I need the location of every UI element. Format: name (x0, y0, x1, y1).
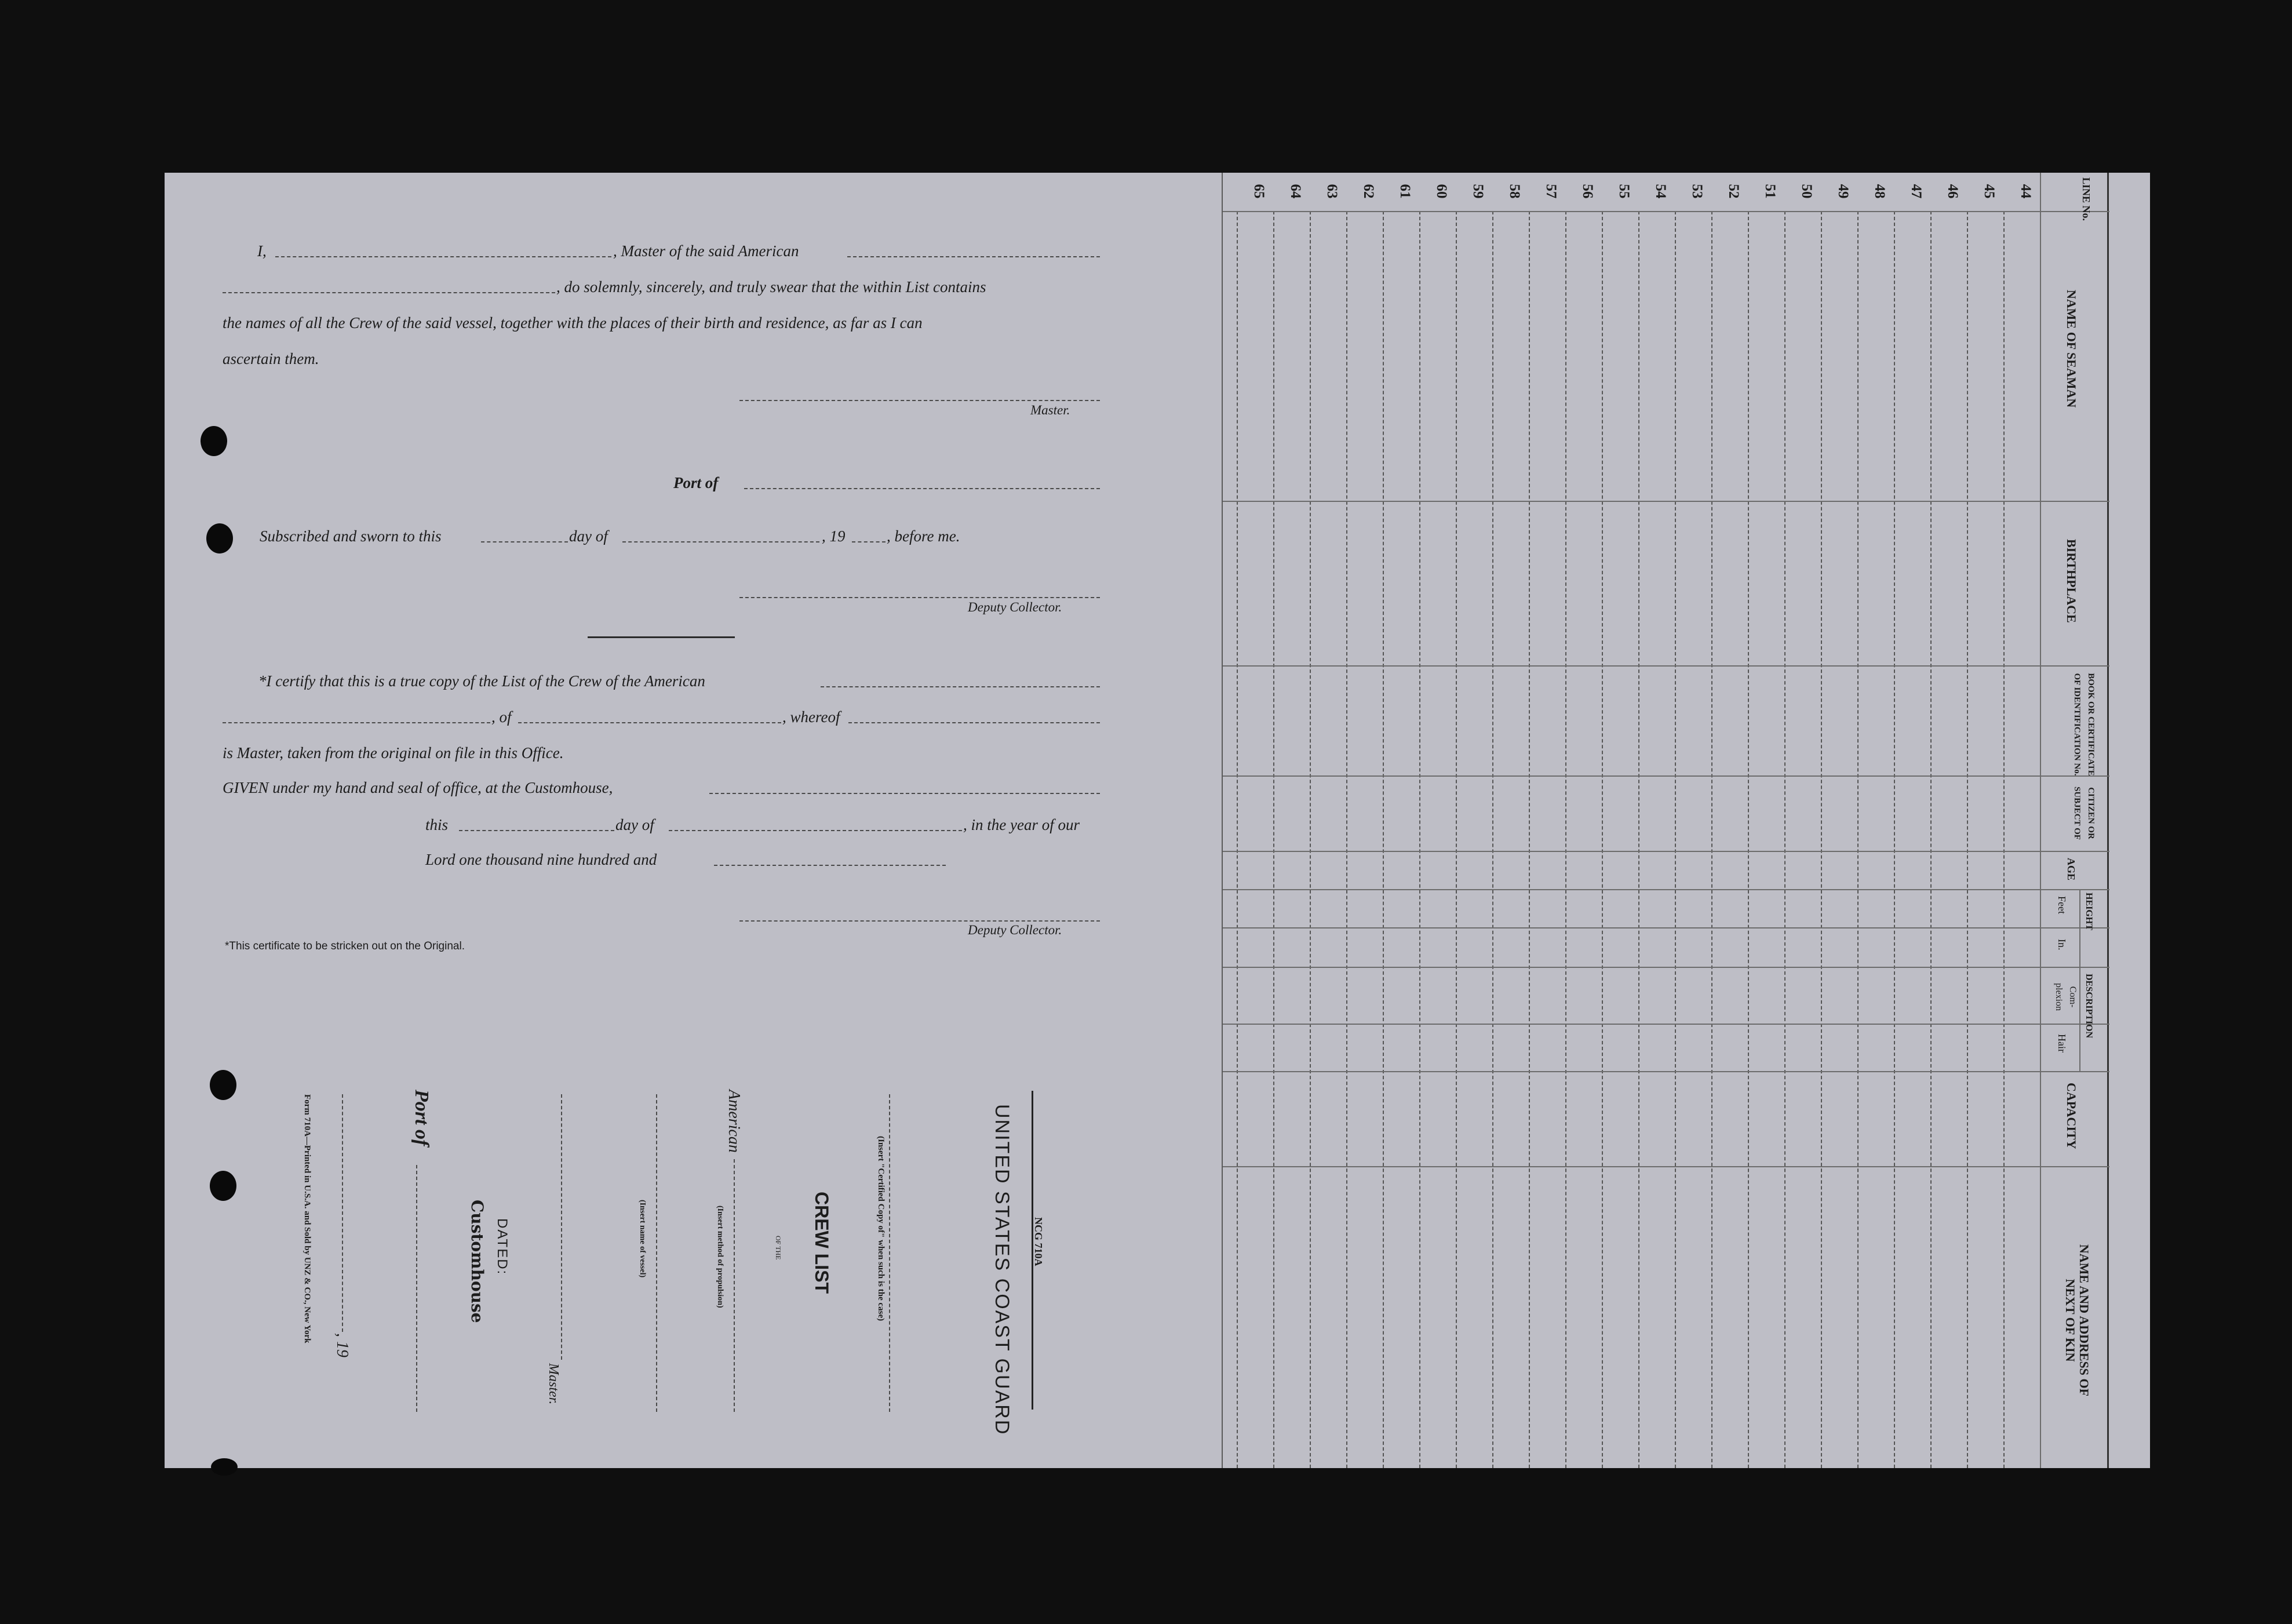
port-of-field[interactable] (744, 488, 1100, 489)
cover-dated: DATED: (494, 1218, 510, 1276)
cover-master-rule (561, 1094, 562, 1360)
header-book-certificate: BOOK OR CERTIFICATE OF IDENTIFICATION No. (2072, 673, 2096, 776)
cover-printer: Form 710A—Printed in U.S.A. and Sold by UNZ & CO., New York (303, 1094, 312, 1343)
cover-vessel-rule (656, 1094, 657, 1412)
header-next-of-kin: NAME AND ADDRESS OF NEXT OF KIN (2063, 1244, 2091, 1397)
cert-deputy-signature-line[interactable] (739, 920, 1100, 922)
crew-row-line-53[interactable] (1676, 212, 1710, 1467)
punch-hole (210, 1070, 236, 1100)
header-line-no: LINE No. (2080, 177, 2092, 221)
description-subrule (2079, 967, 2080, 1071)
section-line-age (1223, 889, 2109, 890)
header-name-of-seaman: NAME OF SEAMAN (2064, 290, 2079, 408)
line-number: 48 (1872, 184, 1887, 199)
cover-american: American (725, 1090, 743, 1153)
sworn-text-b: day of (569, 527, 608, 545)
crew-row-line-59[interactable] (1457, 212, 1491, 1467)
master-signature-line[interactable] (739, 400, 1100, 401)
vessel-name-field-2[interactable] (223, 292, 555, 293)
section-line-inches (1223, 967, 2109, 968)
line-number: 55 (1616, 184, 1632, 199)
section-line-complexion (1223, 1024, 2109, 1025)
header-feet: Feet (2056, 896, 2068, 914)
cover-propulsion-rule (734, 1159, 735, 1412)
punch-hole (206, 523, 233, 554)
cert-line3: is Master, taken from the original on file in this Office. (223, 744, 564, 762)
cert-year-field[interactable] (714, 865, 946, 866)
cover-agency: UNITED STATES COAST GUARD (991, 1104, 1013, 1436)
line-number: 50 (1799, 184, 1814, 199)
crew-row-line-64[interactable] (1274, 212, 1309, 1467)
crew-row-line-62[interactable] (1347, 212, 1382, 1467)
cover-title: CREW LIST (811, 1192, 832, 1294)
line-number: 59 (1470, 184, 1486, 199)
cert-whereof: , whereof (782, 708, 840, 726)
cert-line4: GIVEN under my hand and seal of office, at the Customhouse, (223, 779, 613, 796)
crew-row-line-49[interactable] (1822, 212, 1856, 1467)
crew-row-line-54[interactable] (1639, 212, 1674, 1467)
section-line-capacity (1223, 1166, 2109, 1167)
line-number: 47 (1908, 184, 1924, 199)
header-age: AGE (2065, 858, 2077, 881)
cover-vessel-note: (Insert name of vessel) (638, 1200, 647, 1278)
line-number: 45 (1981, 184, 1997, 199)
crew-row-line-51[interactable] (1749, 212, 1783, 1467)
cover-agency-rule (1032, 1091, 1033, 1410)
header-citizen: CITIZEN OR SUBJECT OF (2072, 786, 2096, 840)
section-line-feet (1223, 927, 2109, 928)
oath-line4: ascertain them. (223, 350, 319, 367)
cover-propulsion-note: (Insert method of propulsion) (716, 1206, 724, 1308)
cover-insert-note: (Insert "Certified Copy of" when such is the case) (876, 1136, 886, 1321)
cert-year-of-our: , in the year of our (963, 816, 1080, 833)
sworn-text-d: , before me. (887, 527, 960, 545)
oath-line3: the names of all the Crew of the said vessel, together with the places of their birth and residence, as far as I can (223, 314, 923, 332)
cert-port-field[interactable] (518, 722, 781, 723)
cert-footnote: *This certificate to be stricken out on the Original. (225, 940, 465, 952)
line-number: 51 (1762, 184, 1778, 199)
line-number: 52 (1726, 184, 1741, 199)
line-number: 44 (2018, 184, 2034, 199)
cert-deputy-label: Deputy Collector. (968, 923, 1062, 937)
line-number: 54 (1653, 184, 1668, 199)
punch-hole (211, 1458, 238, 1476)
cert-lord: Lord one thousand nine hundred and (425, 851, 657, 868)
crew-row-line-55[interactable] (1603, 212, 1637, 1467)
crew-row-line-58[interactable] (1493, 212, 1528, 1467)
section-divider (588, 636, 735, 638)
punch-hole (210, 1171, 236, 1201)
cover-master: Master. (546, 1363, 561, 1405)
sworn-day-field[interactable] (481, 541, 568, 542)
cert-this: this (425, 816, 449, 833)
vessel-name-field[interactable] (847, 256, 1100, 257)
cert-month-field[interactable] (669, 830, 962, 831)
cert-day-field[interactable] (459, 830, 614, 831)
cert-of: , of (491, 708, 512, 726)
crew-row-line-65[interactable] (1238, 212, 1272, 1467)
line-number: 49 (1835, 184, 1851, 199)
crew-row-line-48[interactable] (1859, 212, 1893, 1467)
line-number: 61 (1397, 184, 1413, 199)
header-column-rule (2040, 173, 2041, 1468)
cover-date-rule (342, 1094, 343, 1332)
master-signature-label: Master. (1030, 403, 1070, 417)
cert-day-of: day of (615, 816, 654, 833)
section-line-birthplace (1223, 665, 2109, 667)
cover-form-number: NCG 710A (1033, 1217, 1044, 1266)
header-complexion: Com-plexion (2054, 983, 2078, 1011)
cert-vessel-field[interactable] (821, 686, 1100, 687)
sworn-text-a: Subscribed and sworn to this (260, 527, 442, 545)
line-number: 58 (1507, 184, 1522, 199)
deputy-signature-label: Deputy Collector. (968, 600, 1062, 614)
header-hair: Hair (2056, 1034, 2068, 1053)
master-name-field[interactable] (275, 256, 611, 257)
section-line-name (1223, 501, 2109, 502)
line-number: 53 (1689, 184, 1705, 199)
cert-customhouse-field[interactable] (709, 793, 1100, 794)
punch-hole (201, 426, 227, 456)
cover-port-of: Port of (411, 1090, 432, 1146)
section-line-book (1223, 775, 2109, 777)
crew-row-line-61[interactable] (1384, 212, 1418, 1467)
cert-master-field[interactable] (848, 722, 1100, 723)
oath-line1-mid: , Master of the said American (613, 242, 799, 260)
table-left-edge (1222, 173, 1223, 1468)
height-subrule (2079, 889, 2080, 967)
port-of-label: Port of (673, 474, 719, 491)
crew-row-line-50[interactable] (1785, 212, 1820, 1467)
oath-line1-start: I, (257, 242, 267, 260)
crew-row-line-57[interactable] (1530, 212, 1564, 1467)
line-number: 63 (1324, 184, 1340, 199)
line-number: 57 (1543, 184, 1559, 199)
oath-line2: , do solemnly, sincerely, and truly swear that the within List contains (556, 278, 986, 296)
header-height: HEIGHT (2084, 893, 2094, 930)
crew-row-line-46[interactable] (1932, 212, 1966, 1467)
sworn-month-field[interactable] (622, 541, 819, 542)
section-line-hair (1223, 1071, 2109, 1072)
header-capacity: CAPACITY (2064, 1083, 2079, 1149)
sworn-year-field[interactable] (852, 541, 886, 542)
crew-row-line-63[interactable] (1311, 212, 1345, 1467)
crew-row-line-52[interactable] (1712, 212, 1747, 1467)
line-number: 64 (1288, 184, 1303, 199)
crew-row-line-44[interactable] (2005, 212, 2039, 1467)
crew-row-line-47[interactable] (1895, 212, 1929, 1467)
line-number: 56 (1580, 184, 1595, 199)
line-number: 65 (1251, 184, 1267, 199)
header-divider (1223, 211, 2109, 212)
cover-port-rule (416, 1165, 417, 1412)
line-number: 62 (1361, 184, 1376, 199)
cover-customhouse: Customhouse (468, 1200, 487, 1323)
header-description: DESCRIPTION (2084, 974, 2094, 1039)
cover-of-the: OF THE (774, 1236, 782, 1260)
crew-row-line-45[interactable] (1968, 212, 2002, 1467)
line-number: 46 (1945, 184, 1961, 199)
line-number: 60 (1434, 184, 1449, 199)
cover-insert-rule (889, 1094, 890, 1412)
deputy-signature-line[interactable] (739, 597, 1100, 598)
crew-row-line-56[interactable] (1566, 212, 1601, 1467)
table-right-edge (2107, 173, 2109, 1468)
header-inches: In. (2056, 939, 2068, 951)
header-birthplace: BIRTHPLACE (2064, 539, 2079, 623)
cert-vessel-field-2[interactable] (223, 722, 490, 723)
cover-year: , 19 (333, 1333, 351, 1357)
sworn-text-c: , 19 (822, 527, 846, 545)
crew-row-line-60[interactable] (1420, 212, 1455, 1467)
section-line-citizen (1223, 851, 2109, 852)
cert-line1: *I certify that this is a true copy of the List of the Crew of the American (258, 672, 705, 690)
